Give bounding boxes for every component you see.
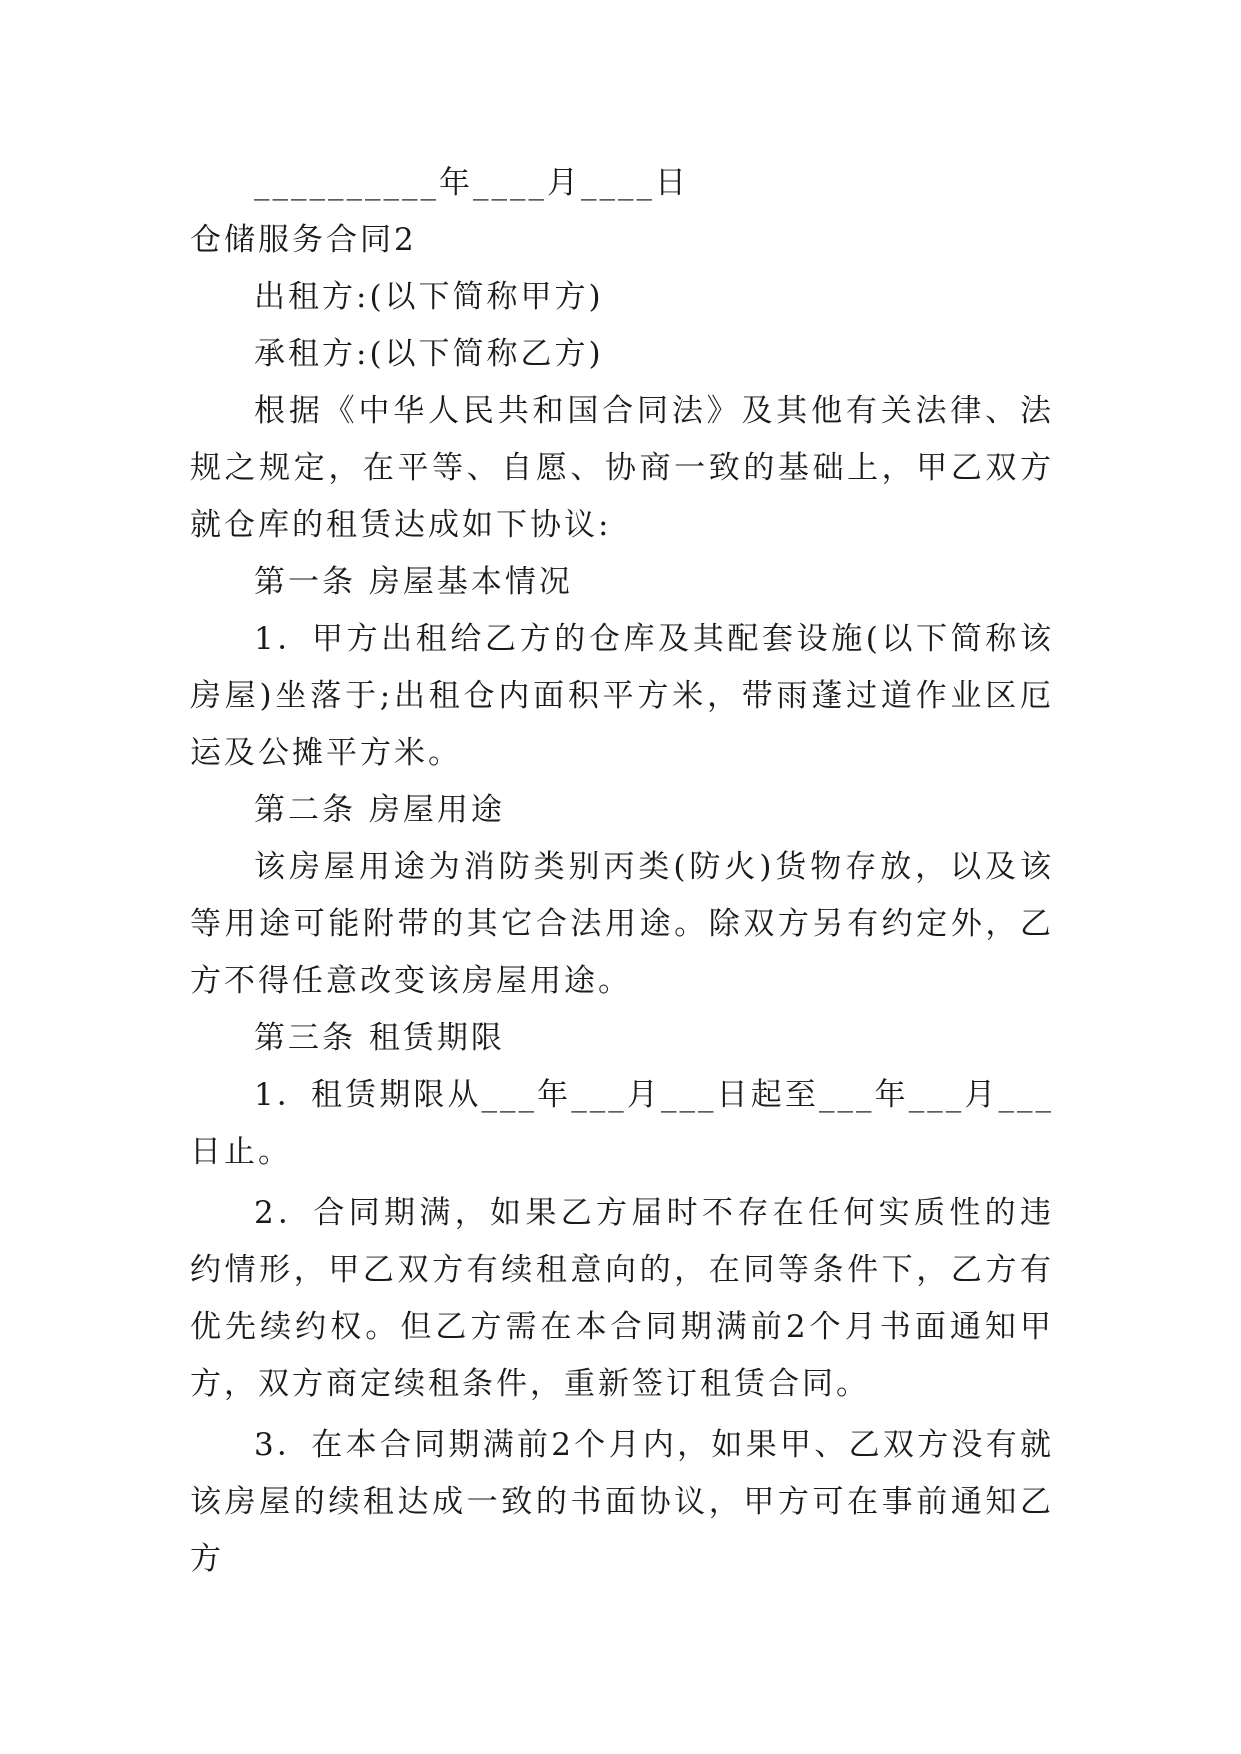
article-3-clause-2: 2．合同期满，如果乙方届时不存在任何实质性的违约情形，甲乙双方有续租意向的，在同等条件下，乙方有优先续约权。但乙方需在本合同期满前2个月书面通知甲方，双方商定续租条件，重新签订租赁合同。 (190, 1195, 1054, 1402)
lessee-line: 承租方:(以下简称乙方) (254, 336, 604, 372)
article-3-clause-1: 1．租赁期限从___年___月___日起至___年___月___日止。 (190, 1077, 1054, 1170)
article-1-clause-1: 1．甲方出租给乙方的仓库及其配套设施(以下简称该房屋)坐落于;出租仓内面积平方米，带雨蓬过道作业区厄运及公摊平方米。 (190, 621, 1054, 771)
preamble-paragraph: 根据《中华人民共和国合同法》及其他有关法律、法规之规定，在平等、自愿、协商一致的基础上，甲乙双方就仓库的租赁达成如下协议: (190, 393, 1054, 543)
signature-date-line: __________年____月____日 (254, 165, 689, 201)
document-title: 仓储服务合同2 (190, 222, 417, 258)
article-3-heading: 第三条 租赁期限 (254, 1020, 505, 1056)
lessor-line: 出租方:(以下简称甲方) (254, 279, 604, 315)
document-page (190, 155, 1054, 1588)
article-2-body: 该房屋用途为消防类别丙类(防火)货物存放，以及该等用途可能附带的其它合法用途。除双方另有约定外，乙方不得任意改变该房屋用途。 (190, 849, 1054, 999)
article-1-heading: 第一条 房屋基本情况 (254, 564, 573, 600)
article-2-heading: 第二条 房屋用途 (254, 792, 505, 828)
article-3-clause-3: 3．在本合同期满前2个月内，如果甲、乙双方没有就该房屋的续租达成一致的书面协议，甲方可在事前通知乙方 (190, 1427, 1054, 1577)
